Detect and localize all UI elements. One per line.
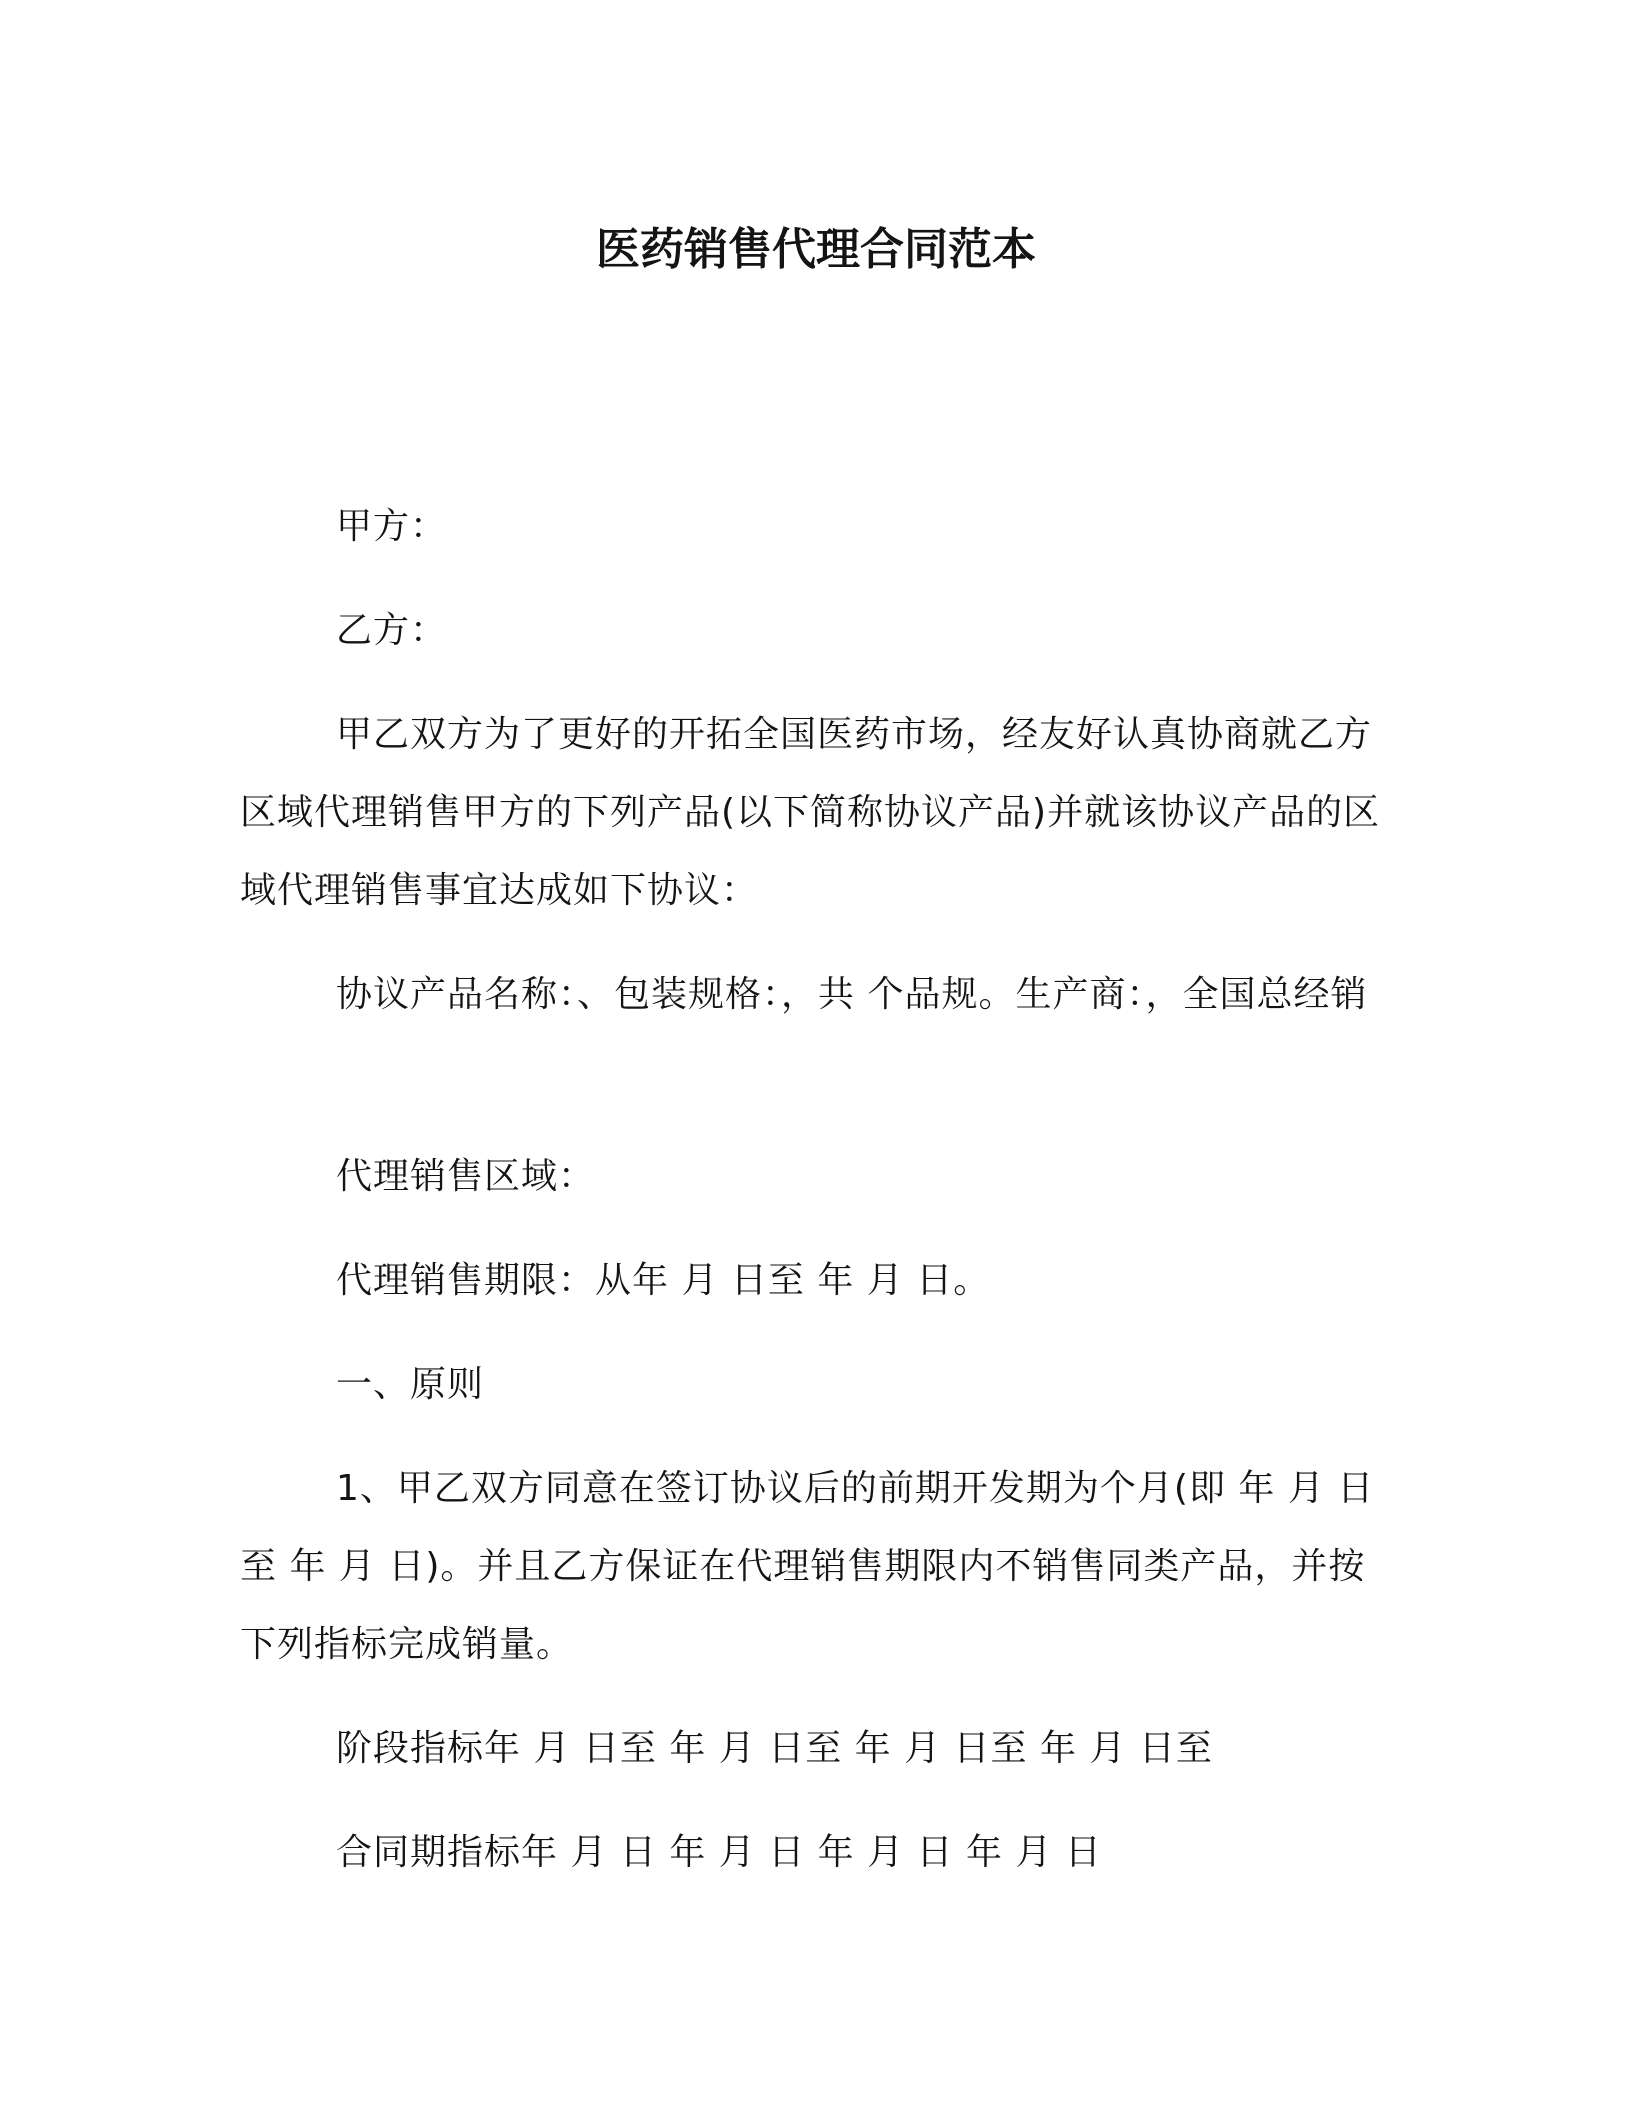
sales-period-line: 代理销售期限：从年 月 日至 年 月 日。 (336, 1260, 991, 1301)
party-a-line: 甲方： (336, 506, 448, 547)
stage-target-line: 阶段指标年 月 日至 年 月 日至 年 月 日至 年 月 日至 (336, 1728, 1213, 1769)
preamble-paragraph: 甲乙双方为了更好的开拓全国医药市场，经友好认真协商就乙方区域代理销售甲方的下列产品(以下简称协议产品)并就该协议产品的区域代理销售事宜达成如下协议： (240, 714, 1381, 911)
contract-period-target-line: 合同期指标年 月 日 年 月 日 年 月 日 年 月 日 (336, 1832, 1102, 1873)
document-title: 医药销售代理合同范本 (596, 224, 1036, 275)
clause-1-paragraph: 1、甲乙双方同意在签订协议后的前期开发期为个月(即 年 月 日至 年 月 日)。并且乙方保证在代理销售期限内不销售同类产品，并按下列指标完成销量。 (240, 1468, 1375, 1665)
sales-region-line: 代理销售区域： (336, 1156, 596, 1197)
party-b-line: 乙方： (336, 610, 448, 651)
product-info-paragraph: 协议产品名称：、包装规格：，共 个品规。生产商：，全国总经销 (336, 974, 1368, 1015)
section-heading-principles: 一、原则 (336, 1364, 485, 1405)
